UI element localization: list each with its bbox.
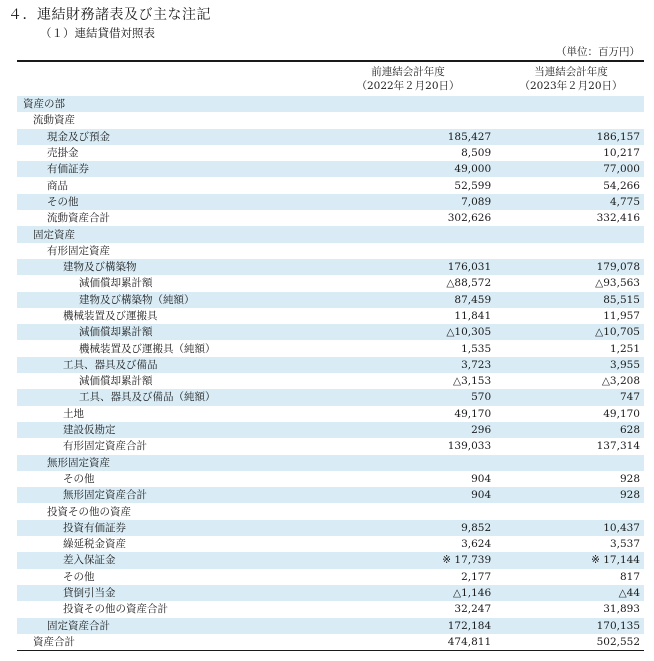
- row-label: 無形固定資産合計: [17, 487, 354, 503]
- table-row: [17, 357, 644, 373]
- row-label: その他: [63, 472, 95, 485]
- current-year-value: [491, 503, 644, 519]
- prev-year-value: 1,535: [461, 342, 492, 355]
- current-year-value: [491, 96, 644, 112]
- table-row: [17, 177, 644, 193]
- prev-year-value: 904: [471, 472, 492, 485]
- prev-year-value: 3,723: [354, 357, 491, 373]
- table-row: [17, 373, 644, 389]
- table-row: [17, 308, 644, 324]
- current-year-value: 928: [619, 472, 640, 485]
- current-year-value: 502,552: [491, 634, 644, 651]
- table-row: [17, 243, 644, 259]
- prev-year-value: 185,427: [354, 129, 491, 145]
- prev-year-value: 2,177: [461, 570, 492, 583]
- prev-year-value: △3,153: [453, 375, 492, 388]
- row-label: 投資有価証券: [17, 520, 354, 536]
- current-year-value: 3,955: [491, 357, 644, 373]
- current-year-value: [491, 455, 644, 471]
- row-label: 差入保証金: [17, 552, 354, 568]
- prev-year-value: [354, 243, 491, 259]
- prev-year-value: 302,626: [447, 212, 492, 225]
- prev-year-value: 176,031: [354, 259, 491, 275]
- current-year-value: 49,170: [603, 407, 640, 420]
- row-label: 減価償却累計額: [17, 324, 354, 340]
- table-row: [17, 161, 644, 177]
- balance-sheet-body: [17, 96, 644, 651]
- current-year-date: （2023年２月20日）: [519, 80, 623, 92]
- prev-year-value: 3,624: [461, 538, 492, 551]
- row-label: 減価償却累計額: [79, 277, 153, 290]
- header-rule: [17, 60, 644, 62]
- prev-year-value: 7,089: [354, 194, 491, 210]
- table-row: [17, 406, 644, 422]
- prev-year-value: 474,811: [354, 634, 491, 651]
- prev-year-value: ※ 17,739: [354, 552, 491, 568]
- current-year-column-header: [496, 65, 646, 93]
- prev-year-value: △10,305: [354, 324, 491, 340]
- row-label: 減価償却累計額: [79, 375, 153, 388]
- prev-year-value: 904: [354, 487, 491, 503]
- table-row: [17, 112, 644, 128]
- table-row: [17, 552, 644, 568]
- row-label: 現金及び預金: [17, 129, 354, 145]
- table-row: [17, 585, 644, 601]
- current-year-value: 186,157: [491, 129, 644, 145]
- prev-year-value: 87,459: [354, 292, 491, 308]
- table-row: [17, 438, 644, 454]
- prev-year-value: 49,000: [354, 161, 491, 177]
- prev-year-column-header: [333, 65, 483, 93]
- current-year-value: 332,416: [596, 212, 640, 225]
- table-row: [17, 536, 644, 552]
- current-year-value: 137,314: [596, 440, 640, 453]
- row-label: 建物及び構築物: [17, 259, 354, 275]
- section-title: ４．連結財務諸表及び主な注記: [8, 7, 211, 23]
- row-label: 繰延税金資産: [63, 538, 126, 551]
- table-row: [17, 618, 644, 634]
- current-year-value: △44: [491, 585, 644, 601]
- current-year-value: 10,437: [491, 520, 644, 536]
- table-row: [17, 601, 644, 617]
- prev-year-value: 32,247: [454, 603, 492, 616]
- row-label: 工具、器具及び備品（純額）: [17, 389, 354, 405]
- prev-year-date: （2022年２月20日）: [356, 80, 460, 92]
- table-row: [17, 569, 644, 585]
- table-row: [17, 340, 644, 356]
- prev-year-value: [354, 96, 491, 112]
- prev-year-value: 8,509: [461, 147, 492, 160]
- prev-year-value: 11,841: [454, 310, 492, 322]
- row-label: その他: [17, 194, 354, 210]
- prev-year-value: 139,033: [447, 440, 492, 453]
- current-year-value: [491, 226, 644, 242]
- current-year-value: 747: [491, 389, 644, 405]
- row-label: 有形固定資産合計: [63, 440, 147, 453]
- table-row: [17, 487, 644, 503]
- current-year-value: 54,266: [603, 179, 640, 192]
- current-year-value: 77,000: [491, 161, 644, 177]
- row-label: 工具、器具及び備品: [17, 357, 354, 373]
- current-year-value: 928: [491, 487, 644, 503]
- current-year-value: 628: [491, 422, 644, 438]
- table-row: [17, 455, 644, 471]
- row-label: 機械装置及び運搬具: [63, 310, 158, 322]
- prev-year-value: [354, 112, 491, 128]
- table-row: [17, 422, 644, 438]
- row-label: 機械装置及び運搬具（純額）: [79, 342, 216, 355]
- current-year-value: [491, 243, 644, 259]
- current-year-value: 85,515: [491, 292, 644, 308]
- sub-title: （１）連結貸借対照表: [40, 26, 155, 40]
- table-row: [17, 292, 644, 308]
- current-year-value: △3,208: [601, 375, 640, 388]
- prev-year-value: 570: [354, 389, 491, 405]
- table-row: [17, 259, 644, 275]
- table-row: [17, 324, 644, 340]
- table-row: [17, 145, 644, 161]
- row-label: 資産の部: [17, 96, 354, 112]
- row-label: 無形固定資産: [17, 455, 354, 471]
- row-label: 固定資産: [17, 226, 354, 242]
- current-year-value: 1,251: [609, 342, 640, 355]
- current-year-value: ※ 17,144: [491, 552, 644, 568]
- row-label: 商品: [47, 179, 68, 192]
- prev-year-value: 49,170: [454, 407, 492, 420]
- prev-year-value: [354, 503, 491, 519]
- current-year-value: 170,135: [491, 618, 644, 634]
- current-year-value: △93,563: [595, 277, 640, 290]
- row-label: 建設仮勘定: [17, 422, 354, 438]
- prev-year-value: 172,184: [354, 618, 491, 634]
- row-label: 流動資産合計: [47, 212, 110, 225]
- table-row: [17, 194, 644, 210]
- row-label: 有価証券: [17, 161, 354, 177]
- balance-sheet-table: [17, 96, 644, 651]
- table-row: [17, 129, 644, 145]
- table-row: [17, 520, 644, 536]
- table-row: [17, 503, 644, 519]
- current-year-value: 31,893: [603, 603, 640, 616]
- row-label: 固定資産合計: [17, 618, 354, 634]
- row-label: その他: [63, 570, 95, 583]
- row-label: 貸倒引当金: [17, 585, 354, 601]
- prev-year-value: 296: [354, 422, 491, 438]
- table-row: [17, 471, 644, 487]
- prev-year-title: 前連結会計年度: [371, 66, 445, 78]
- current-year-value: △10,705: [491, 324, 644, 340]
- table-row: [17, 96, 644, 112]
- table-row: [17, 226, 644, 242]
- current-year-value: 3,537: [609, 538, 640, 551]
- current-year-value: 817: [619, 570, 640, 583]
- prev-year-value: [354, 226, 491, 242]
- prev-year-value: △88,572: [446, 277, 492, 290]
- row-label: 売掛金: [47, 147, 79, 160]
- table-row: [17, 634, 644, 651]
- prev-year-value: △1,146: [354, 585, 491, 601]
- table-row: [17, 210, 644, 226]
- prev-year-value: [354, 455, 491, 471]
- current-year-value: 4,775: [491, 194, 644, 210]
- current-year-value: [491, 112, 644, 128]
- row-label: 有形固定資産: [47, 244, 110, 257]
- row-label: 流動資産: [33, 114, 75, 127]
- current-year-value: 179,078: [491, 259, 644, 275]
- row-label: 資産合計: [17, 634, 354, 651]
- row-label: 土地: [63, 407, 84, 420]
- current-year-value: 11,957: [603, 310, 640, 322]
- prev-year-value: 52,599: [454, 179, 492, 192]
- row-label: 投資その他の資産: [47, 505, 131, 518]
- row-label: 投資その他の資産合計: [63, 603, 168, 616]
- table-row: [17, 389, 644, 405]
- prev-year-value: 9,852: [354, 520, 491, 536]
- current-year-title: 当連結会計年度: [534, 66, 608, 78]
- row-label: 建物及び構築物（純額）: [17, 292, 354, 308]
- unit-label: （単位：百万円）: [556, 46, 640, 58]
- current-year-value: 10,217: [603, 147, 640, 160]
- table-row: [17, 275, 644, 291]
